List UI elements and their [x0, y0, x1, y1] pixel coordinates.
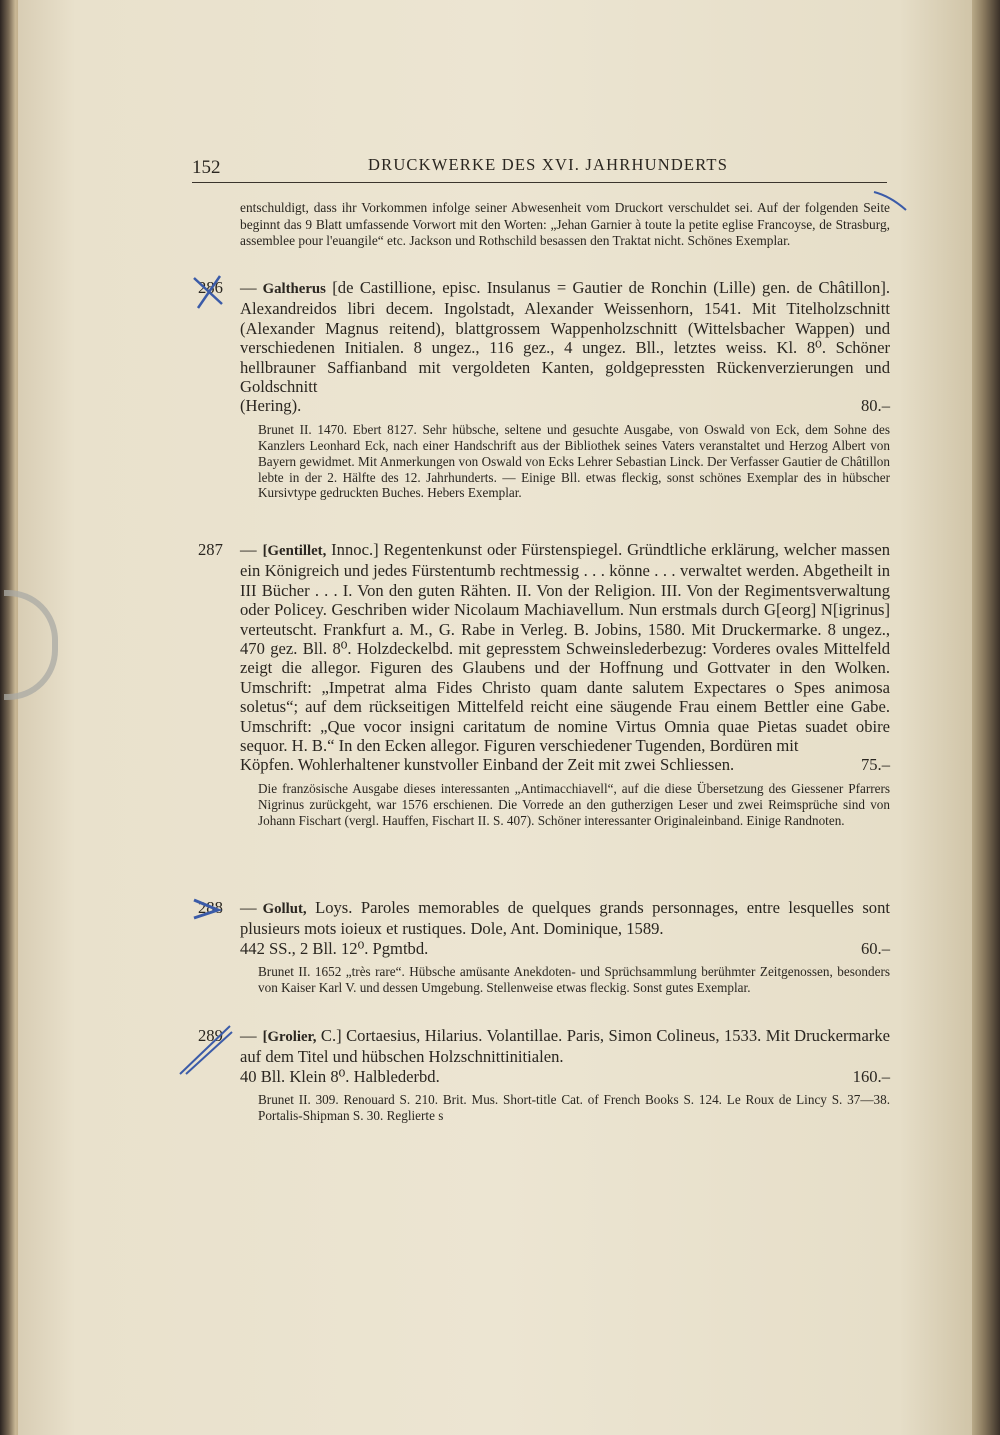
entry-price-line [240, 1067, 890, 1086]
entry-dash: — [240, 898, 257, 917]
entry-body [240, 1026, 890, 1086]
entry-text: Innoc.] Regentenkunst oder Fürstenspiegel. Gründtliche erklärung, welcher massen ein Königreich und jedes Fürstentumb rechtmessig . . . könne . . . verwaltet werden. Abgetheilt in III Bücher . . . I. Von den guten Rähten. II. Von der Religion. III. Von der Regimentsverwaltung oder Policey. Geschriben wider Nicolaum Machiavellum. Nun erstmals durch G[eorg] N[igrinus] verteutscht. Frankfurt a. M., G. Rabe in Verleg. B. Jobins, 1580. Mit Druckermarke. 8 ungez., 470 gez. Bll. 8⁰. Holzdeckelbd. mit gepresstem Schweinslederbezug: Vorderes ovales Mittelfeld zeigt die allegor. Figuren des Glaubens und der Hoffnung und Gottvater in den Wolken. Umschrift: „Impetrat alma Fides Christo quam dante salutem Expectares o Spes animosa soletus“; auf dem rückseitigen Mittelfeld reicht eine säugende Frau einem Bettler eine Gabe. Umschrift: „Que vocor insigni caritatum de nomine Virtus Omnia quae Pietas suadet obire sequor. H. B.“ In den Ecken allegor. Figuren verschiedener Tugenden, Bordüren mit [240, 540, 890, 756]
entry-286 [198, 278, 890, 501]
entry-text-end: 442 SS., 2 Bll. 12⁰. Pgmtbd. [240, 938, 429, 958]
entry-price: 60.– [860, 938, 890, 958]
entry-number: 288 [198, 898, 223, 917]
entry-text: C.] Cortaesius, Hilarius. Volantillae. Paris, Simon Colineus, 1533. Mit Druckermarke auf dem Titel und hübschen Holzschnittinitialen. [240, 1026, 890, 1067]
entry-body [240, 898, 890, 958]
entry-number: 286 [198, 278, 223, 297]
entry-price-line [240, 939, 890, 958]
entry-body [240, 540, 890, 775]
entry-text-end: 40 Bll. Klein 8⁰. Halblederbd. [240, 1066, 440, 1086]
entry-note: Brunet II. 1470. Ebert 8127. Sehr hübsche, seltene und gesuchte Ausgabe, von Oswald von Eck, dem Sohne des Kanzlers Leonhard Eck, nach einer Handschrift aus der Bibliothek seines Vaters veranstaltet und Herzog Albert von Bayern gewidmet. Mit Anmerkungen von Oswald von Ecks Lehrer Sebastian Linck. Der Verfasser Gautier de Châtillon lebte in der 2. Hälfte des 12. Jahrhunderts. — Einige Bll. etwas fleckig, sonst schönes Exemplar des in hübscher Kursivtype gedruckten Buches. Hebers Exemplar. [258, 421, 890, 501]
entry-note: Brunet II. 309. Renouard S. 210. Brit. Mus. Short-title Cat. of French Books S. 124. Le Roux de Lincy S. 37—38. Portalis-Shipman S. 30. Reglierte s [258, 1092, 890, 1124]
entry-287 [198, 540, 890, 829]
header-rule [192, 182, 887, 183]
entry-number: 287 [198, 540, 223, 559]
entry-note: Brunet II. 1652 „très rare“. Hübsche amüsante Anekdoten- und Sprüchsammlung berühmter Zeitgenossen, besonders von Kaiser Karl V. und dessen Umgebung. Stellenweise etwas fleckig. Sonst gutes Exemplar. [258, 964, 890, 996]
entry-289 [198, 1026, 890, 1124]
entry-text-end: Köpfen. Wohlerhaltener kunstvoller Einband der Zeit mit zwei Schliessen. [240, 755, 735, 775]
entry-author: Gollut, [262, 901, 307, 917]
entry-text: [de Castillione, episc. Insulanus = Gautier de Ronchin (Lille) gen. de Châtillon]. Alexandreidos libri decem. Ingolstadt, Alexander Weissenhorn, 1541. Mit Titelholzschnitt (Alexander Magnus reitend), blattgrossem Wappenholzschnitt (Wittelsbacher Wappen) und verschiedenen Initialen. 8 ungez., 116 gez., 4 ungez. Bll., letztes weiss. Kl. 8⁰. Schöner hellbrauner Saffianband mit vergoldeten Kanten, goldgepressten Rückenverzierungen und Goldschnitt [240, 278, 890, 397]
entry-dash: — [240, 278, 257, 297]
entry-note: Die französische Ausgabe dieses interessanten „Antimacchiavell“, auf die diese Übersetzung des Giessener Pfarrers Nigrinus zurückgeht, war 1576 erschienen. Die Vorrede an den gutherzigen Leser und zwei Reimsprüche sind von Johann Fischart (vergl. Hauffen, Fischart II. S. 407). Schöner interessanter Originaleinband. Einige Randnoten. [258, 780, 890, 828]
prelude-text: entschuldigt, dass ihr Vorkommen infolge seiner Abwesenheit vom Druckort verschuldet sei. Auf der folgenden Seite beginnt das 9 Blatt umfassende Vorwort mit den Worten: „Jehan Garnier à toute la petite eglise Francoyse, de Strasburg, assemblee pour l'euangile“ etc. Jackson und Rothschild besassen den Traktat nicht. Schönes Exemplar. [240, 200, 890, 248]
entry-author: Galtherus [262, 281, 326, 297]
entry-288 [198, 898, 890, 996]
entry-price-line [240, 755, 890, 774]
entry-dash: — [240, 540, 257, 559]
entry-price: 75.– [860, 755, 890, 775]
entry-price: 160.– [852, 1066, 890, 1086]
entry-price-line [240, 396, 890, 415]
running-head: DRUCKWERKE DES XVI. JAHRHUNDERTS [368, 155, 729, 174]
entry-author: [Gentillet, [262, 543, 327, 559]
entry-number: 289 [198, 1026, 223, 1045]
entry-body [240, 278, 890, 416]
page-stack-edge [972, 0, 1000, 1435]
page-number: 152 [192, 157, 221, 178]
entry-text-end: (Hering). [240, 396, 302, 416]
entry-author: [Grolier, [262, 1029, 317, 1045]
entry-text: Loys. Paroles memorables de quelques grands personnages, entre lesquelles sont plusieurs mots ioieux et rustiques. Dole, Ant. Dominique, 1589. [240, 898, 890, 939]
entry-price: 80.– [860, 396, 890, 416]
entry-dash: — [240, 1026, 257, 1045]
